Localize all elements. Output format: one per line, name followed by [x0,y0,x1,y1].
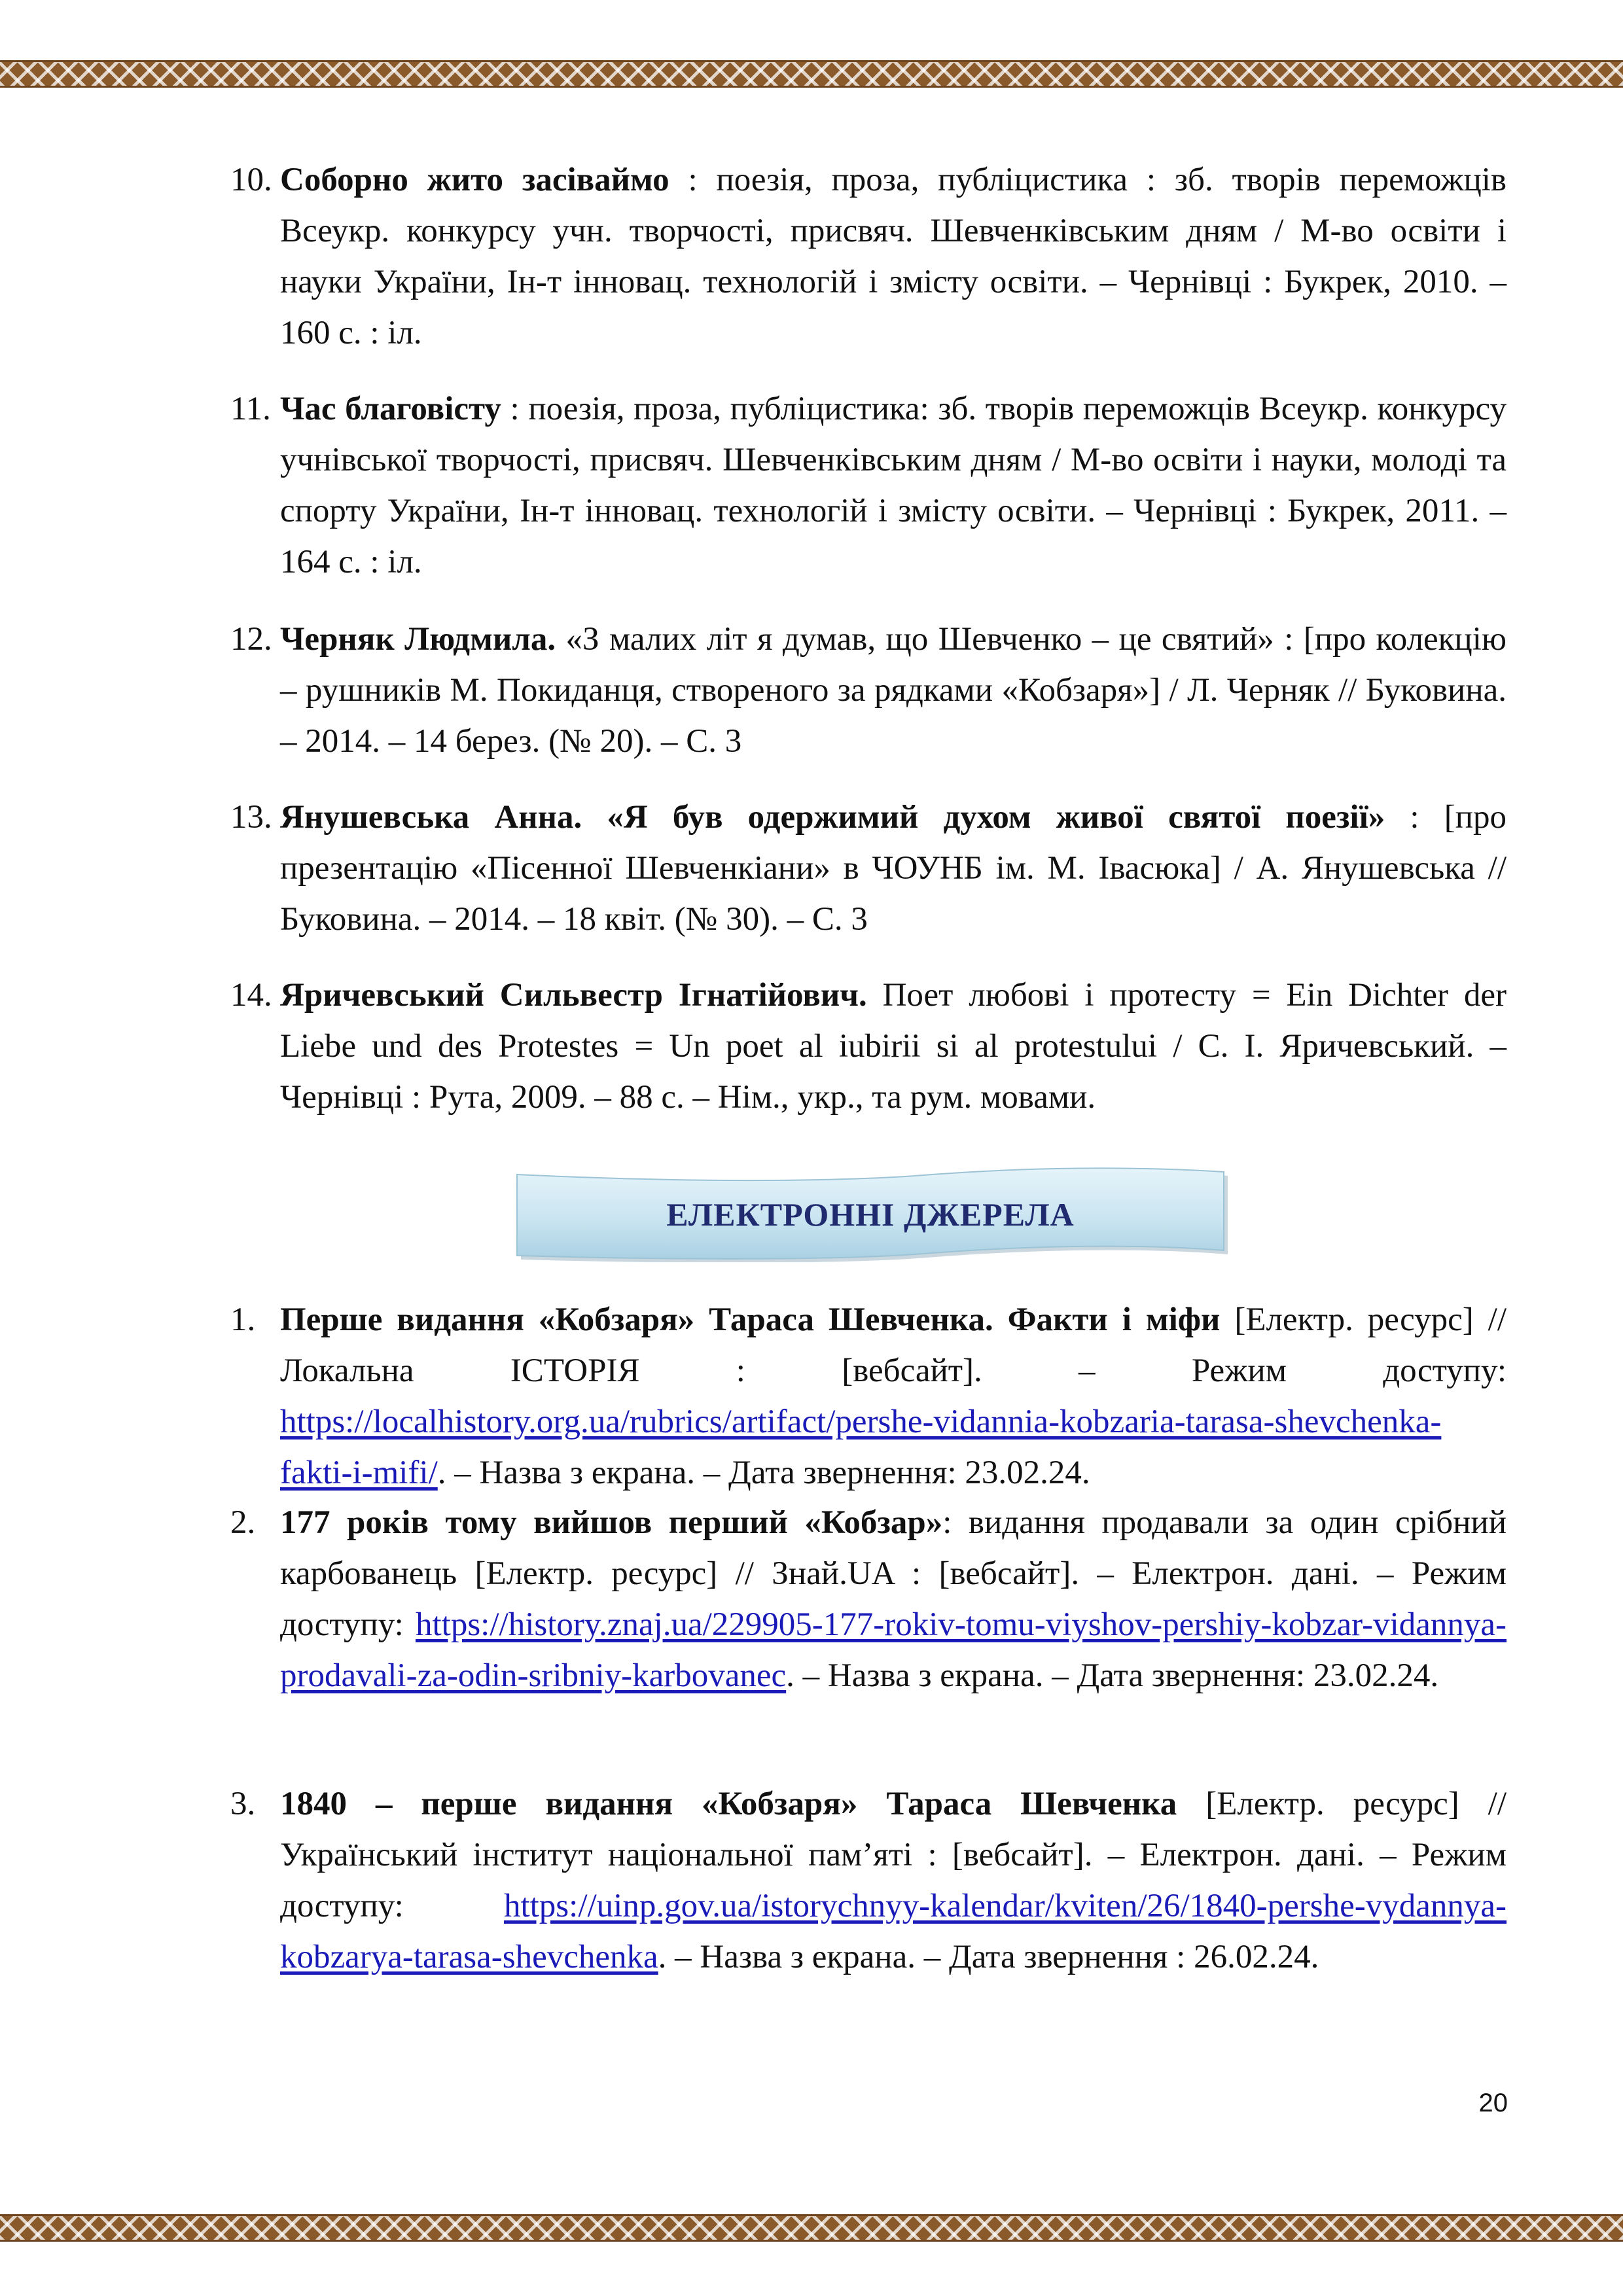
entry-title: Соборно жито засіваймо [280,162,669,198]
bibliography-entry-12 [230,614,1507,767]
entry-title: 177 років тому вийшов перший «Кобзар» [280,1504,943,1541]
entry-number: 11. [230,391,271,427]
entry-note: . – Назва з екрана. – Дата звернення: 23.02.24. [786,1657,1439,1694]
page-number: 20 [1478,2089,1508,2117]
entry-description: : поезія, проза, публіцистика : зб. творів переможців Всеукр. конкурсу учн. творчості, присвяч. Шевченківським дням / М-во освіти і науки України, Ін-т інновац. технологій і змісту освіти. – Чернівці : Букрек, 2010. – 160 с. : іл. [280,162,1507,351]
entry-number: 1. [230,1301,256,1338]
entry-description: : поезія, проза, публіцистика: зб. творів переможців Всеукр. конкурсу учнівської творчості, присвяч. Шевченківським дням / М-во освіти і науки, молоді та спорту України, Ін-т інновац. технологій і змісту освіти. – Чернівці : Букрек, 2011. – 164 с. : іл. [280,391,1507,580]
entry-title: Перше видання «Кобзаря» Тараса Шевченка. Факти і міфи [280,1301,1221,1338]
entry-number: 13. [230,799,272,836]
section-title: ЕЛЕКТРОННІ ДЖЕРЕЛА [666,1196,1075,1233]
entry-number: 14. [230,977,272,1014]
bibliography-entry-10 [230,154,1507,359]
entry-number: 12. [230,621,272,658]
bibliography-entry-14 [230,970,1507,1123]
electronic-source-1 [230,1294,1507,1498]
entry-description: : [про презентацію «Пісенної Шевченкіани» в ЧОУНБ ім. М. Івасюка] / А. Янушевська // Буковина. – 2014. – 18 квіт. (№ 30). – С. 3 [280,799,1507,938]
entry-note: . – Назва з екрана. – Дата звернення : 26.02.24. [658,1939,1319,1975]
electronic-source-2 [230,1497,1507,1701]
entry-description: [Електр. ресурс] // Локальна ІСТОРІЯ : [вебсайт]. – Режим доступу: [280,1301,1507,1389]
entry-title: 1840 – перше видання «Кобзаря» Тараса Шевченка [280,1786,1177,1822]
bibliography-entry-13 [230,792,1507,945]
entry-number: 3. [230,1786,256,1822]
source-link[interactable]: https://localhistory.org.ua/rubrics/artifact/pershe-vidannia-kobzaria-tarasa-shevchenka-fakti-i-mifi/ [280,1404,1442,1491]
entry-description: «З малих літ я думав, що Шевченко – це святий» : [про колекцію – рушників М. Покиданця, створеного за рядками «Кобзаря»] / Л. Черняк // Буковина. – 2014. – 14 берез. (№ 20). – С. 3 [280,621,1507,760]
entry-description: Поет любові і протесту = Ein Dichter der Liebe und des Protestes = Un poet al iubirii si al protestului / С. І. Яричевський. – Чернівці : Рута, 2009. – 88 с. – Нім., укр., та рум. мовами. [280,977,1507,1116]
entry-title: Час благовісту [280,391,501,427]
entry-number: 10. [230,162,272,198]
entry-title: Черняк Людмила. [280,621,556,658]
section-banner [513,1167,1228,1262]
electronic-source-3 [230,1778,1507,1983]
entry-number: 2. [230,1504,256,1541]
entry-description: [Електр. ресурс] // Український інститут національної пам’яті : [вебсайт]. – Електрон. дані. – Режим доступу: [280,1786,1507,1924]
entry-title: Янушевська Анна. «Я був одержимий духом живої святої поезії» [280,799,1385,836]
entry-note: . – Назва з екрана. – Дата звернення: 23.02.24. [437,1455,1090,1491]
bottom-ornament-border [0,2214,1623,2242]
source-link[interactable]: https://uinp.gov.ua/istorychnyy-kalendar/kviten/26/1840-pershe-vydannya-kobzarya-tarasa-shevchenka [280,1888,1507,1975]
source-link[interactable]: https://history.znaj.ua/229905-177-rokiv-tomu-viyshov-pershiy-kobzar-vidannya-prodavali-za-odin-sribniy-karbovanec [280,1606,1507,1694]
bibliography-entry-11 [230,383,1507,588]
entry-title: Яричевський Сильвестр Ігнатійович. [280,977,867,1014]
top-ornament-border [0,60,1623,88]
entry-description: : видання продавали за один срібний карбованець [Електр. ресурс] // Знай.UA : [вебсайт]. – Електрон. дані. – Режим доступу: [280,1504,1507,1643]
